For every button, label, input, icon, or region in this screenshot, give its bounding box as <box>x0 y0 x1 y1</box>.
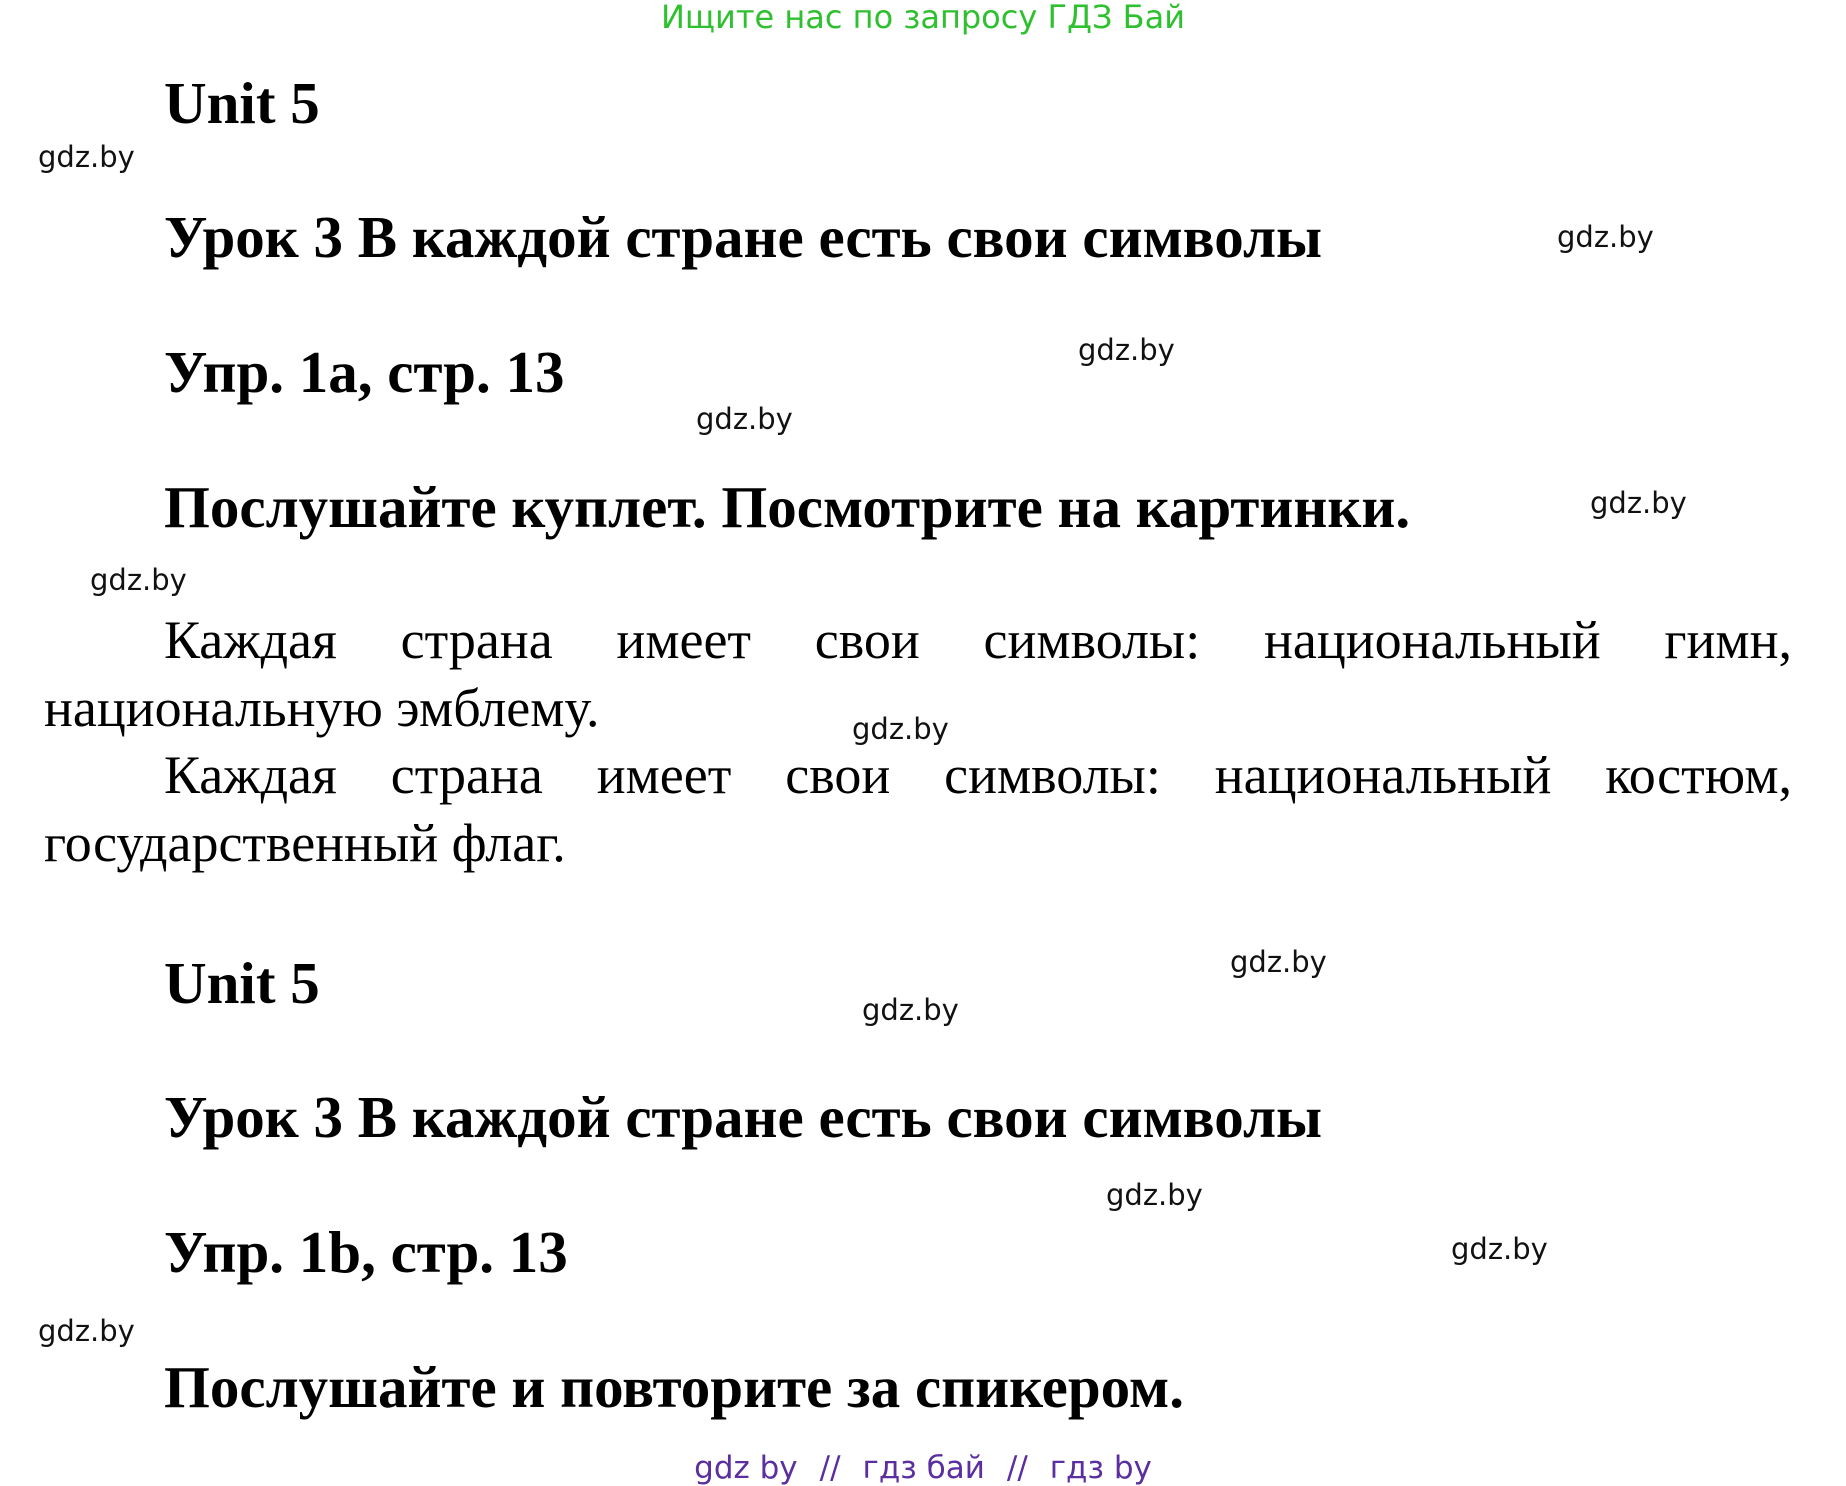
task-instruction: Послушайте куплет. Посмотрите на картинки. <box>164 474 1411 540</box>
watermark: gdz.by <box>1590 486 1687 520</box>
watermark: gdz.by <box>1230 945 1327 979</box>
watermark: gdz.by <box>852 712 949 746</box>
watermark: gdz.by <box>1557 220 1654 254</box>
lesson-title: Урок 3 В каждой стране есть свои символы <box>164 1084 1323 1150</box>
paragraph: Каждая страна имеет свои символы: национальный костюм, государственный флаг. <box>44 745 1792 873</box>
watermark: gdz.by <box>90 563 187 597</box>
paragraph: Каждая страна имеет свои символы: национальный гимн, национальную эмблему. <box>44 610 1792 738</box>
unit-title: Unit 5 <box>164 70 320 136</box>
exercise-title: Упр. 1a, стр. 13 <box>164 339 565 405</box>
footer-link[interactable]: гдз бай <box>862 1450 985 1486</box>
unit-title: Unit 5 <box>164 950 320 1016</box>
footer-links <box>0 1450 1846 1486</box>
watermark: gdz.by <box>38 140 135 174</box>
footer-link[interactable]: gdz by <box>694 1450 798 1486</box>
watermark: gdz.by <box>696 402 793 436</box>
watermark: gdz.by <box>1078 333 1175 367</box>
watermark: gdz.by <box>1106 1178 1203 1212</box>
watermark: gdz.by <box>1451 1232 1548 1266</box>
exercise-title: Упр. 1b, стр. 13 <box>164 1219 568 1285</box>
search-banner[interactable]: Ищите нас по запросу ГДЗ Бай <box>660 0 1186 36</box>
footer-separator: // <box>1006 1450 1028 1486</box>
footer-separator: // <box>819 1450 841 1486</box>
task-instruction: Послушайте и повторите за спикером. <box>164 1354 1184 1420</box>
watermark: gdz.by <box>862 993 959 1027</box>
watermark: gdz.by <box>38 1314 135 1348</box>
lesson-title: Урок 3 В каждой стране есть свои символы <box>164 204 1323 270</box>
footer-link[interactable]: гдз by <box>1049 1450 1152 1486</box>
